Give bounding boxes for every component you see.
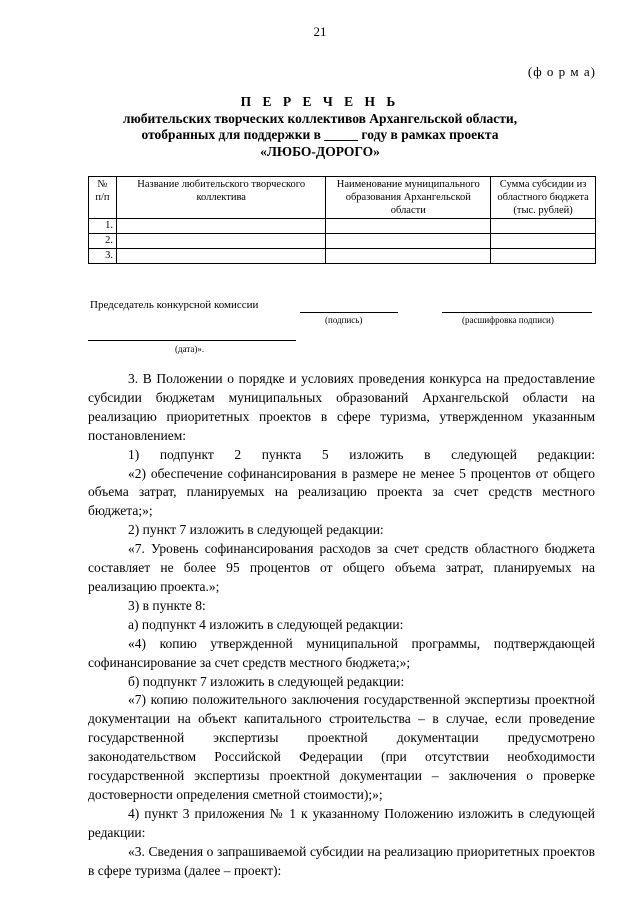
decode-line [442, 312, 592, 313]
title-line-4: «ЛЮБО-ДОРОГО» [260, 143, 380, 159]
signature-line [300, 312, 398, 313]
paragraph: 4) пункт 3 приложения № 1 к указанному Положению изложить в следующей редакции: [88, 805, 595, 840]
table-row [89, 234, 596, 249]
row-number: 1. [89, 219, 117, 234]
paragraph: б) подпункт 7 изложить в следующей редакции: [128, 673, 405, 689]
header-municipality: Наименование муниципального образования Архангельской области [326, 177, 491, 219]
decode-caption: (расшифровка подписи) [462, 315, 554, 325]
title-line-2: любительских творческих коллективов Архангельской области, [122, 110, 518, 126]
date-line [88, 340, 296, 341]
paragraph: а) подпункт 4 изложить в следующей редакции: [128, 616, 404, 632]
paragraph: 2) пункт 7 изложить в следующей редакции: [128, 522, 384, 538]
table-cell [116, 249, 326, 264]
title-line-3: отобранных для поддержки в _____ году в рамках проекта [141, 127, 499, 142]
title-heading: П Е Р Е Ч Е Н Ь [240, 94, 400, 109]
header-number: № п/п [89, 177, 117, 219]
paragraph: «7) копию положительного заключения государственной экспертизы проектной документации на объект капитального строительства – в случае, если проведение государственной экспертизы проектной документации предусмотрено законодательством Российской Федерации (при отсутствии необходимости государственной экспертизы проектной документации – заключения о проверке достоверности определения сметной стоимости);»; [88, 692, 595, 802]
table-cell [326, 219, 491, 234]
row-number: 2. [89, 234, 117, 249]
table-row [89, 219, 596, 234]
chairman-label: Председатель конкурсной комиссии [90, 299, 259, 311]
table-cell [491, 234, 596, 249]
table-cell [326, 234, 491, 249]
paragraph: 3. В Положении о порядке и условиях проведения конкурса на предоставление субсидии бюджетам муниципальных образований Архангельской области на реализацию приоритетных проектов в сфере туризма, утвержденном указанным постановлением: [88, 371, 595, 443]
paragraph: «4) копию утвержденной муниципальной программы, подтверждающей софинансирование за счет средств местного бюджета;»; [88, 635, 595, 670]
page-number: 21 [313, 24, 327, 39]
body-text [88, 370, 595, 880]
table-cell [326, 249, 491, 264]
form-label: (ф о р м а) [527, 64, 596, 79]
date-caption: (дата)». [175, 344, 205, 354]
header-collective-name: Название любительского творческого коллектива [116, 177, 326, 219]
row-number: 3. [89, 249, 117, 264]
paragraph: «3. Сведения о запрашиваемой субсидии на реализацию приоритетных проектов в сфере туризма (далее – проект): [88, 843, 595, 878]
table-cell [491, 249, 596, 264]
header-subsidy-amount: Сумма субсидии из областного бюджета (тыс. рублей) [491, 177, 596, 219]
paragraph: 3) в пункте 8: [128, 597, 206, 613]
paragraph: «2) обеспечение софинансирования в размере не менее 5 процентов от общего объема затрат, планируемых на реализацию проекта за счет средств местного бюджета;»; [88, 465, 595, 519]
signature-caption: (подпись) [325, 315, 363, 325]
collectives-table [88, 176, 596, 264]
paragraph: 1) подпункт 2 пункта 5 изложить в следующей редакции: [128, 446, 595, 462]
table-row [89, 249, 596, 264]
paragraph: «7. Уровень софинансирования расходов за счет средств областного бюджета составляет не более 95 процентов от общего объема затрат, планируемых на реализацию проекта.»; [88, 541, 595, 594]
table-cell [491, 219, 596, 234]
table-cell [116, 219, 326, 234]
document-title [60, 94, 580, 160]
table-cell [116, 234, 326, 249]
